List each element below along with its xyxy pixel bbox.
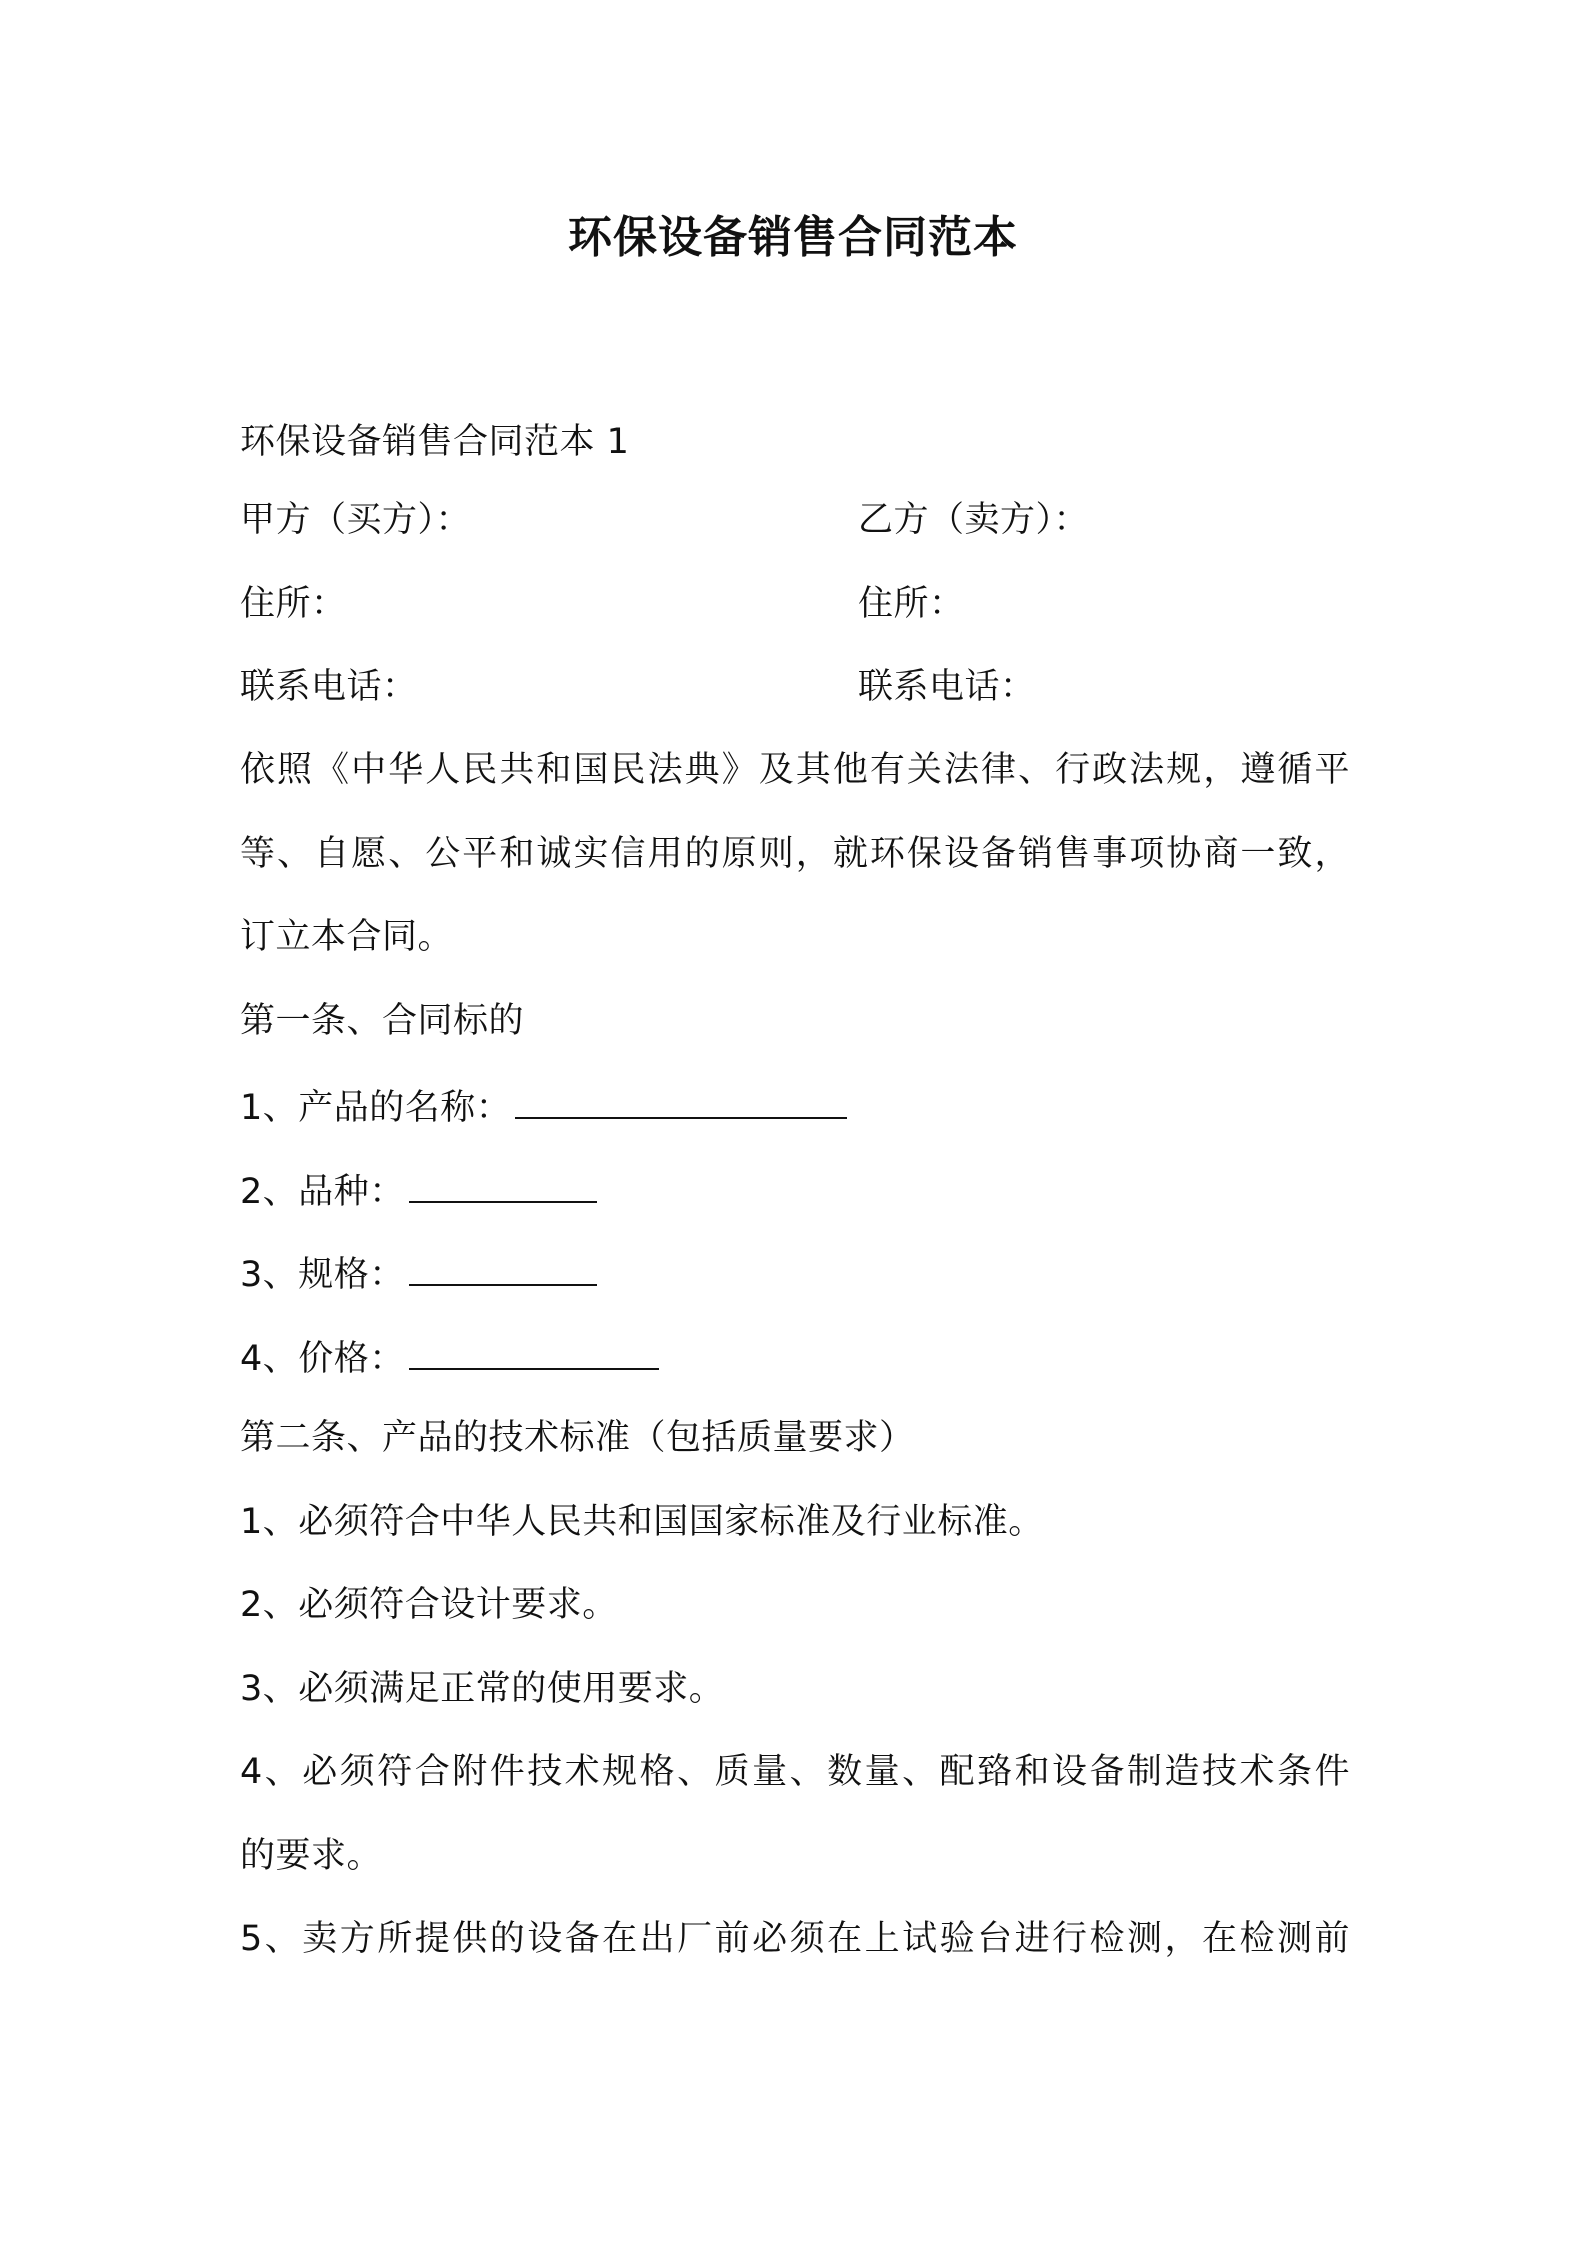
article-1-item-3 — [240, 1246, 597, 1300]
fill-in-blank — [409, 1163, 597, 1203]
preamble-line-2: 等、自愿、公平和诚实信用的原则，就环保设备销售事项协商一致， — [240, 834, 1350, 874]
article-2-heading: 第二条、产品的技术标准（包括质量要求） — [240, 1418, 915, 1458]
document-title: 环保设备销售合同范本 — [568, 212, 1018, 263]
fill-in-blank — [515, 1079, 847, 1119]
article-1-item-1 — [240, 1079, 847, 1133]
item-label: 2、品种： — [240, 1172, 405, 1212]
fill-in-blank — [409, 1246, 597, 1286]
article-1-item-4 — [240, 1330, 659, 1384]
article-2-item-4-line-2: 的要求。 — [240, 1836, 383, 1876]
party-b-address-label: 住所： — [858, 584, 965, 624]
item-label: 3、规格： — [240, 1255, 405, 1295]
article-2-item-3: 3、必须满足正常的使用要求。 — [240, 1669, 725, 1709]
party-a-address-label: 住所： — [240, 584, 347, 624]
party-a-label: 甲方（买方）： — [240, 500, 472, 540]
article-1-heading: 第一条、合同标的 — [240, 1001, 525, 1041]
item-label: 4、价格： — [240, 1339, 405, 1379]
article-2-item-2: 2、必须符合设计要求。 — [240, 1585, 618, 1625]
article-2-item-4-line-1: 4、必须符合附件技术规格、质量、数量、配臵和设备制造技术条件 — [240, 1752, 1350, 1792]
article-2-item-1: 1、必须符合中华人民共和国国家标准及行业标准。 — [240, 1502, 1044, 1542]
party-b-phone-label: 联系电话： — [858, 667, 1036, 707]
preamble-line-1: 依照《中华人民共和国民法典》及其他有关法律、行政法规，遵循平 — [240, 750, 1350, 790]
item-label: 1、产品的名称： — [240, 1088, 512, 1128]
fill-in-blank — [409, 1330, 659, 1370]
party-a-phone-label: 联系电话： — [240, 667, 418, 707]
preamble-line-3: 订立本合同。 — [240, 917, 454, 957]
party-b-label: 乙方（卖方）： — [858, 500, 1090, 540]
article-2-item-5: 5、卖方所提供的设备在出厂前必须在上试验台进行检测，在检测前 — [240, 1919, 1350, 1959]
article-1-item-2 — [240, 1163, 597, 1217]
contract-subtitle: 环保设备销售合同范本 1 — [240, 422, 630, 462]
